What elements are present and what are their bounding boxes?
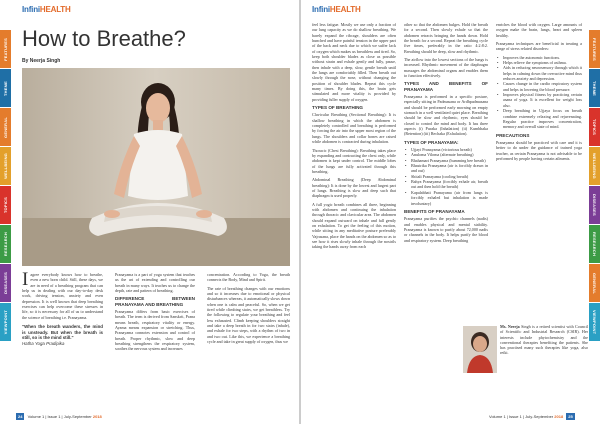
- section-tab-label: DISEASES: [592, 194, 597, 216]
- page-number: 24: [18, 414, 23, 419]
- intro-text: agree everybody knows how to breathe, even a new born child. Still, these days, we are in need of a breathing program that can help us in dealing with our day-to-day desk work, driving tension, anxiety and even depression. It is well known that deep breathing exercises can help overcome these stresses in life, so it is necessary for all of us to understand the science of breathing i.e. Pranayama.: [22, 272, 103, 320]
- section-tab-label: THEME: [3, 80, 8, 96]
- paragraph: concentration. According to Yoga, the breath connects the Body, Mind and Spirit.: [207, 272, 290, 283]
- footer-issue: Issue 1: [508, 414, 522, 419]
- list-item: • Aids in reducing neurosensory through which it helps in calming down the overactive mind thus reduces anxiety and depression.: [496, 65, 582, 81]
- list-item: • Anuloma Viloma (alternate breathing): [404, 152, 488, 157]
- list-item: • Bhahamari Pranayama (humming bee breath): [404, 158, 488, 163]
- drop-cap: I: [22, 269, 29, 290]
- author-bio-name: Ms. Neerja: [500, 324, 520, 329]
- paragraph: Clavicular Breathing (Sectional Breathing): It is shallow breathing in which the abdomen is completely controlled and breathing is performed by forcing the air into the upper most region of the lungs. The shoulders and collar bones are raised while abdomen is contracted during inhalation.: [312, 112, 396, 145]
- pranayama-types-list: [404, 147, 488, 206]
- pull-quote-text: "When the breath wanders, the mind is unsteady. But when the breath is still, so is the mind still.": [22, 324, 103, 341]
- section-tab-label: WELLBEING: [3, 153, 8, 179]
- section-tab-label: FEATURES: [592, 37, 597, 61]
- section-heading: TYPES AND BENEFITS OF PRANAYAMA: [404, 81, 488, 92]
- footer-left: 24 Volume 1 | Issue 1 | July-September 2018: [18, 414, 102, 419]
- footer-year: 2018: [554, 414, 564, 419]
- footer-date: July-September: [63, 414, 92, 419]
- footer-volume: Volume 1: [489, 414, 506, 419]
- paragraph: Abdominal Breathing (Deep Abdominal breathing): It is done by the lowest and largest part of lungs. Breathing is slow and deep such that diaphragm is used properly.: [312, 177, 396, 199]
- column-6: [496, 22, 582, 164]
- paragraph: A full yogic breath combines all three, beginning with abdomen and continuing the inhalation through thoracic and clavicular area. The abdomen should expand outward on inhale and fall gently on exhalation. To get the feeling of this motion, while sitting in any meditative posture preferably Vajrasana, place the hands on the abdomen so as to see how it rises slowly inhale through the nostrils taking the hands away from each: [312, 201, 396, 250]
- pull-quote-source: Hatha Yoga Pradipika: [22, 340, 65, 346]
- paragraph: enriches the blood with oxygen. Large amounts of oxygen make the brain, lungs, heart and spleen healthy.: [496, 22, 582, 38]
- logo-part-1: Infini: [22, 5, 40, 14]
- section-tab-label: GENERAL: [592, 272, 597, 294]
- author-bio-text: [500, 324, 588, 356]
- footer-year: 2018: [92, 414, 102, 419]
- section-tab-label: FEATURES: [3, 37, 8, 61]
- column-5: [404, 22, 488, 246]
- paragraph: The airflow into the lowest sections of the lungs is increased. Rhythmic movement of the diaphragm massages the abdominal organs and enables them to function effectively.: [404, 57, 488, 79]
- paragraph: The rate of breathing changes with our emotions and so it increases due to emotional or physical disturbances whereas, it automatically slows down when one is calm and peaceful. So, when we get tired while climbing stairs, we get breathless. Try the following to regulate your breathing and feel less exhausted. Climb keeping shoulders straight and take a deep breath in for two stairs (inhale), and exhale for two steps, with a rhythm of two in and two out. Like this, we experience a breathing cycle and take in great supply of oxygen, thus we: [207, 285, 290, 345]
- author-portrait: [463, 326, 497, 373]
- section-heading: PRECAUTIONS: [496, 132, 530, 138]
- list-item: • Bhastrika Pranayama (air is forcibly drawn in and out): [404, 163, 488, 174]
- section-heading: TYPES OF BREATHING: [312, 105, 363, 111]
- paragraph: feel less fatigue. Mostly we use only a fraction of our lung capacity as we do shallow breathing. We barely expand the ribcage, shoulders are often hunched and have painful tension in the upper part of the back and neck due to which we suffer lack of oxygen which makes us breathless and tired. So, keep both shoulder blades as close as possible without strain and exhale gently and fully, pause, then inhale with a deep, slow, gentle breath until the lungs are comfortably filled. Then breath out slowly through the nose, without changing the position of shoulder blades. Repeat this cycle many times. By doing this, the brain gets stimulated and more vitality is provided by providing fuller supply of oxygen.: [312, 22, 396, 102]
- section-tab-label: GENERAL: [3, 116, 8, 138]
- section-heading: BENEFITS OF PRANAYAMA: [404, 208, 465, 214]
- list-item: • Causes change in the cardio respiratory system and helps in lowering the blood pressure.: [496, 81, 582, 92]
- list-item: • Deep breathing in Ujjaya focus on breath combine extremely relaxing and rejuvenating. Regular practice improves concentration, memory and overall state of mind.: [496, 108, 582, 129]
- paragraph: Pranayama should be practiced with care and it is better to do under the guidance of trained yoga teacher, as certain Pranayama is not advisable to be performed by people having certain ailments.: [496, 139, 582, 161]
- paragraph: Pranayama differs from basic exercises of breath. The term is derived from Sanskrit, Prana means breath, respiratory vitality or energy. Ayama means expansion or stretching. Thus, Pranayama connotes extension and control of breath. Proper rhythmic, slow and deep breathing strengthens the respiratory system, soothes the nervous system and increases: [115, 308, 195, 352]
- author-photo: [463, 326, 497, 373]
- article-title: How to Breathe?: [22, 26, 186, 51]
- section-tab-label: WELLBEING: [592, 153, 597, 179]
- author-bio-body: Singh is a retired scientist with Council of Scientific and Industrial Research (CSIR). Her interests include phytochemistry and the conventional therapies benefiting the patients. She has practised many such therapies like yoga, also reiki.: [500, 324, 589, 356]
- benefits-list: [496, 55, 582, 130]
- column-4: [312, 22, 396, 253]
- list-item: • Kapalabhati Pranayama (air from lungs is forcibly exhaled but inhalation is made involuntary): [404, 190, 488, 206]
- list-item: • Bahya Pranayama (forcibly exhale air, breath out and then hold the breath): [404, 179, 488, 190]
- section-tab-label: TOPICS: [3, 196, 8, 214]
- section-heading: DIFFERENCE BETWEEN PRANAYAMA AND BREATHING: [115, 296, 195, 307]
- section-tab-label: RESEARCH: [592, 231, 597, 257]
- list-item: • Improves the autonomic functions.: [496, 55, 582, 60]
- section-tab-label: THEME: [592, 80, 597, 96]
- paragraph: Thoracic (Chest Breathing): Breathing takes place by expanding and contracting the chest only, while abdomen is kept under control. The middle lobes of the lungs are fully activated through this breathing.: [312, 147, 396, 174]
- paragraph: other so that the abdomen bulges. Hold the breath for a second. Then slowly exhale so that the abdomen retracts bringing the hands down. Hold the breath for a second. Repeat the breathing cycle five times, preferably in the ratio 4:2:8:2. Breathing should be deep, slow and rhythmic.: [404, 22, 488, 54]
- section-heading: TYPES OF PRANAYAMA:: [404, 139, 459, 145]
- list-item: • Ujjayi Pranayama (victorious breath): [404, 147, 488, 152]
- list-item: • Improves physical fitness by practicing certain asana of yoga. It is excellent for weight loss also.: [496, 92, 582, 108]
- paragraph: Pranayama is performed in a specific posture, especially sitting in Padmasana or Ardhpadmasana and should be performed early morning on empty stomach in a well ventilated quiet place. Breathing should be slow and rhythmic, eyes should be closed to control the mind and body. It has three aspects (i) Puraka (Inhalation) (ii) Kumbhaka (Retention) (iii) Rechaka (Exhalation).: [404, 94, 488, 137]
- paragraph: Pranayama is a part of yoga system that teaches us the art of extending and controlling our breath in many ways. It teaches us to change the depth, rate and pattern of breathing.: [115, 272, 195, 294]
- footer-date: July-September: [525, 414, 554, 419]
- footer-right: Volume 1 | Issue 1 | July-September 2018 25: [489, 414, 573, 419]
- logo-part-2: HEALTH: [329, 5, 361, 14]
- section-tab-label: VIEWPOINT: [3, 309, 8, 335]
- author-bio: [500, 324, 588, 384]
- article-author: By Neerja Singh: [22, 58, 61, 64]
- logo-part-1: Infini: [312, 5, 330, 14]
- logo-part-2: HEALTH: [39, 5, 71, 14]
- footer-issue: Issue 1: [47, 414, 61, 419]
- section-tab-label: DISEASES: [3, 272, 8, 294]
- section-tab-label: TOPICS: [592, 118, 597, 136]
- list-item: • Shitali Pranayama (cooling breath): [404, 174, 488, 179]
- paragraph: Pranayama techniques are beneficial in treating a range of stress related disorders:: [496, 41, 582, 52]
- footer-volume: Volume 1: [27, 414, 45, 419]
- section-tab-label: RESEARCH: [3, 231, 8, 257]
- section-tab-label: VIEWPOINT: [592, 309, 597, 335]
- paragraph: Pranayama purifies the psychic channels (nadis) and enables physical and mental stability. Pranayama is known to purify about 72,000 nadis or channels in the body. It helps purify the blood and respiratory system. Deep breathing: [404, 216, 488, 243]
- page-number: 25: [568, 414, 573, 419]
- list-item: • Helps relieve the symptoms of asthma.: [496, 60, 582, 65]
